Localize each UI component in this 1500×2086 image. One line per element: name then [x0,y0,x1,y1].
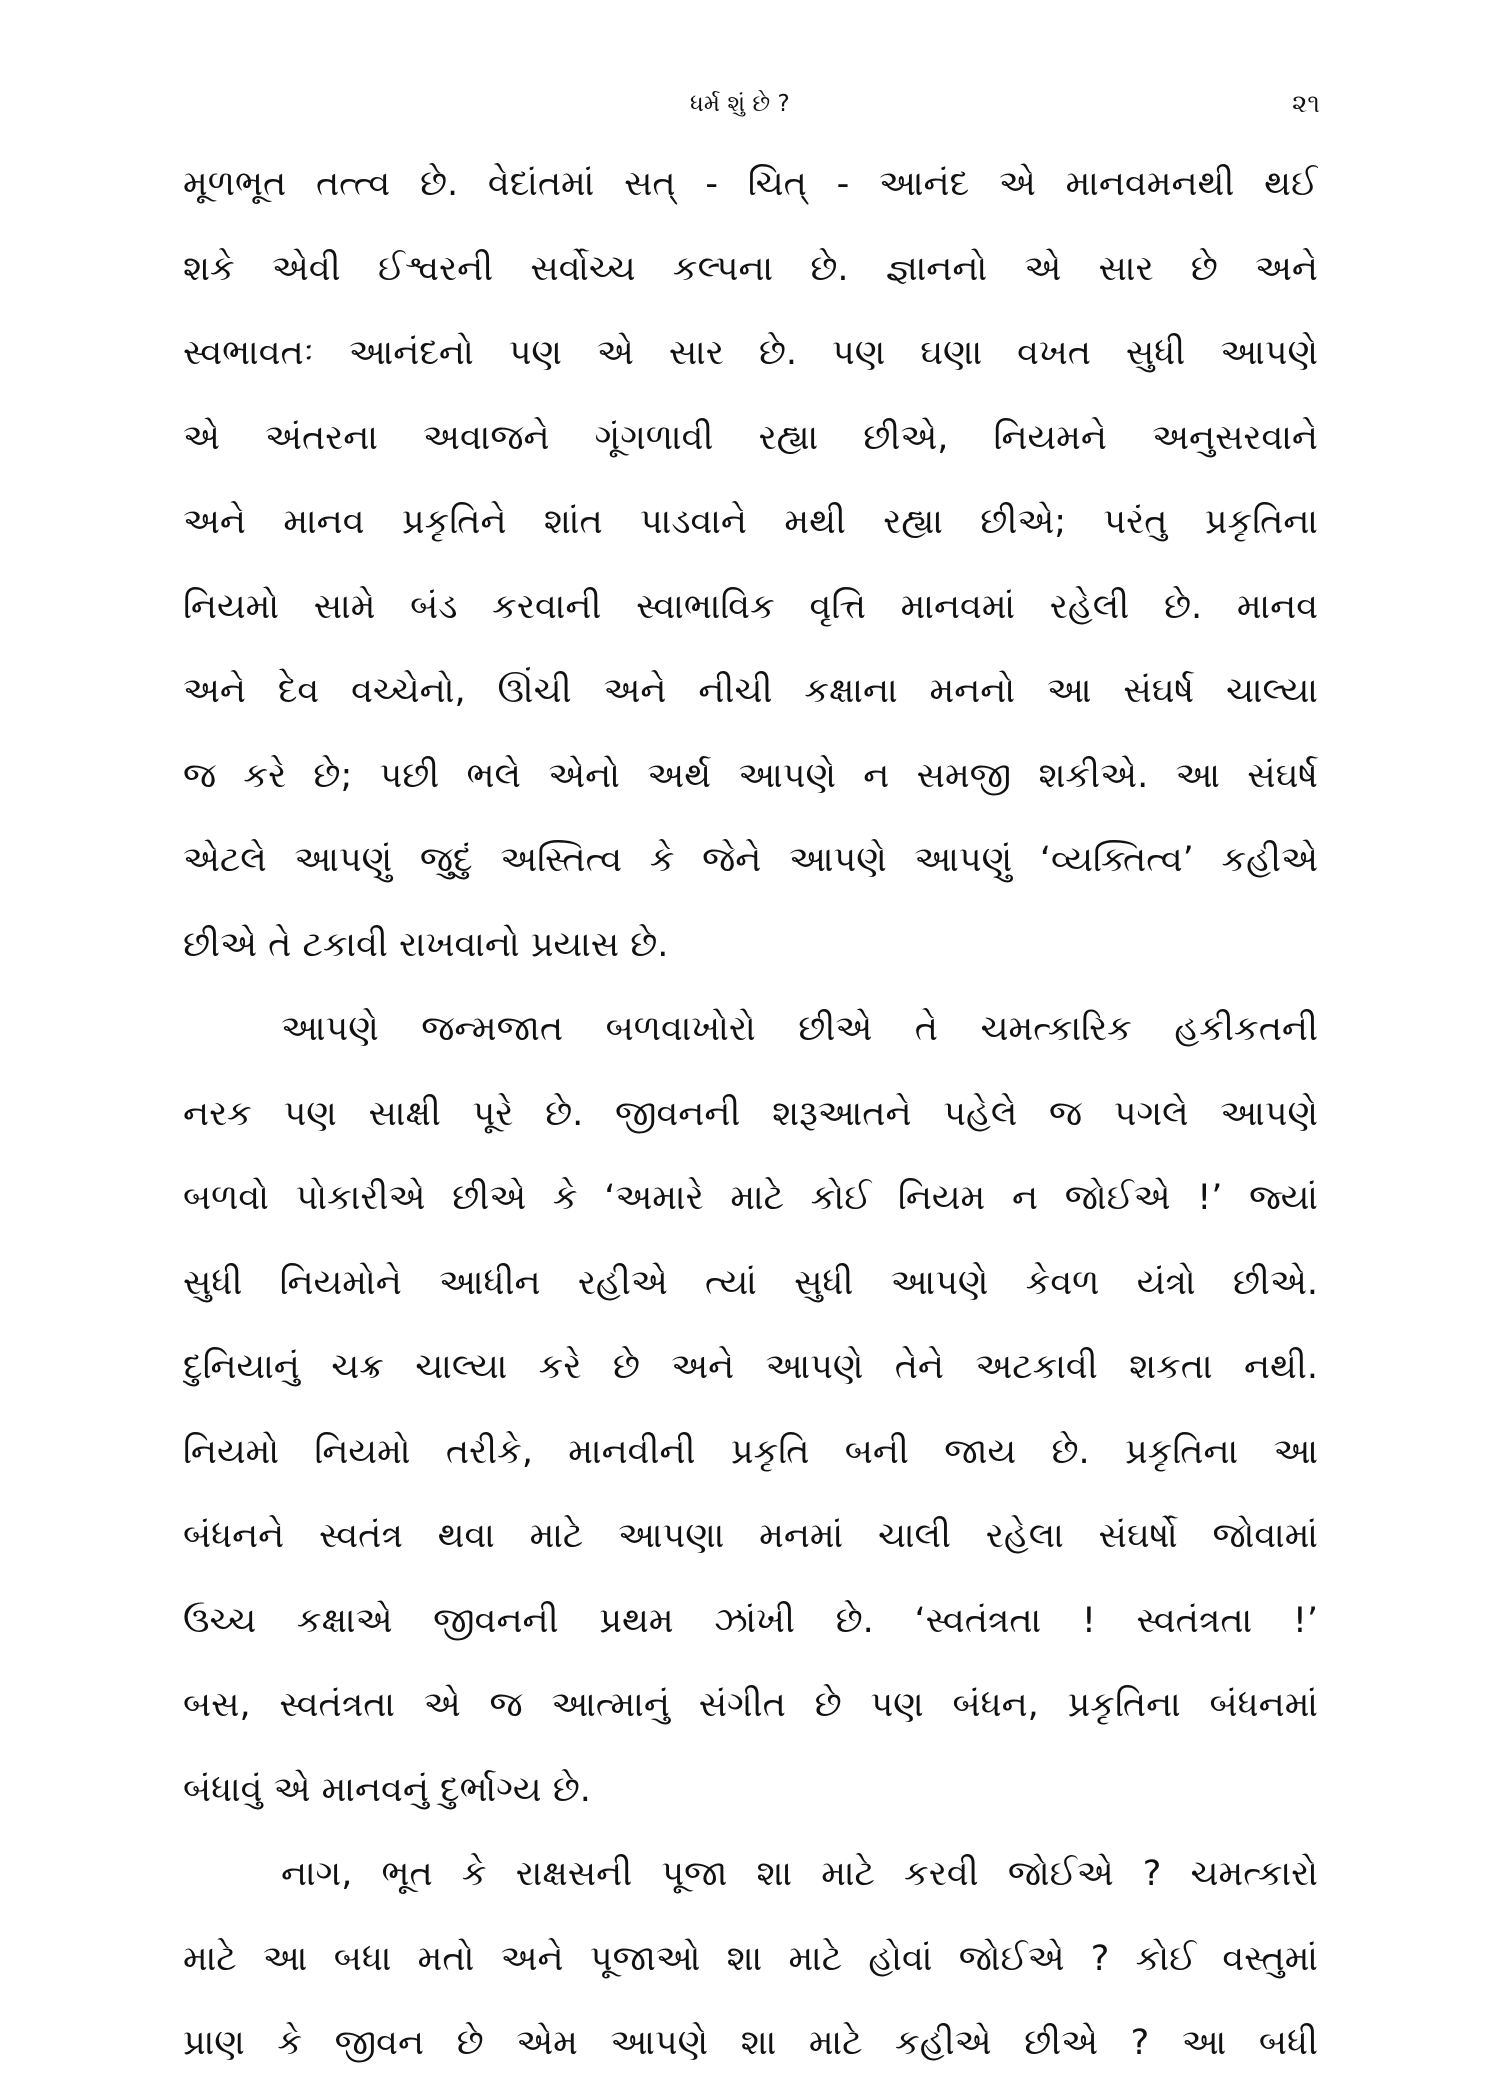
text-line: પ્રાણ કે જીવન છે એમ આપણે શા માટે કહીએ છીએ ? આ બધી [183,2023,1318,2063]
text-line: જ કરે છે; પછી ભલે એનો અર્થ આપણે ન સમજી શકીએ. આ સંઘર્ષ [183,755,1318,796]
text-line: માટે આ બધા મતો અને પૂજાઓ શા માટે હોવાં જોઈએ ? કોઈ વસ્તુમાં [183,1938,1318,1979]
running-header [0,86,1500,126]
text-line: દુનિયાનું ચક્ર ચાલ્યા કરે છે અને આપણે તેને અટકાવી શકતા નથી. [183,1347,1318,1387]
text-line: શકે એવી ઈશ્વરની સર્વોચ્ચ કલ્પના છે. જ્ઞાનનો એ સાર છે અને [183,248,1318,289]
text-line: બંધનને સ્વતંત્ર થવા માટે આપણા મનમાં ચાલી રહેલા સંઘર્ષો જોવામાં [183,1516,1318,1556]
text-line: બસ, સ્વતંત્રતા એ જ આત્માનું સંગીત છે પણ બંધન, પ્રકૃતિના બંધનમાં [183,1685,1318,1725]
text-line: એટલે આપણું જુદું અસ્તિત્વ કે જેને આપણે આપણું ‘વ્યક્તિત્વ’ કહીએ [183,840,1318,880]
text-line: ઉચ્ચ કક્ષાએ જીવનની પ્રથમ ઝાંખી છે. ‘સ્વતંત્રતા ! સ્વતંત્રતા !’ [183,1600,1318,1641]
text-line: સ્વભાવતઃ આનંદનો પણ એ સાર છે. પણ ઘણા વખત સુધી આપણે [183,333,1318,373]
paragraph-first-line: આપણે જન્મજાત બળવાખોરો છીએ તે ચમત્કારિક હકીકતની [281,1009,1318,1049]
text-line: એ અંતરના અવાજને ગૂંગળાવી રહ્યા છીએ, નિયમને અનુસરવાને [183,417,1318,458]
text-line: નરક પણ સાક્ષી પૂરે છે. જીવનની શરૂઆતને પહેલે જ પગલે આપણે [183,1093,1318,1134]
body-text [183,142,1318,2086]
paragraph-first-line: નાગ, ભૂત કે રાક્ષસની પૂજા શા માટે કરવી જોઈએ ? ચમત્કારો [281,1854,1318,1894]
text-line: નિયમો નિયમો તરીકે, માનવીની પ્રકૃતિ બની જાય છે. પ્રકૃતિના આ [183,1431,1318,1472]
text-line: નિયમો સામે બંડ કરવાની સ્વાભાવિક વૃત્તિ માનવમાં રહેલી છે. માનવ [183,586,1318,627]
text-line: છીએ તે ટકાવી રાખવાનો પ્રયાસ છે. [183,924,669,965]
running-title: ધર્મ શું છે ? [690,91,790,117]
text-line: બંધાવું એ માનવનું દુર્ભાગ્ય છે. [183,1769,591,1810]
text-line: મૂળભૂત તત્ત્વ છે. વેદાંતમાં સત્ - ચિત્ - આનંદ એ માનવમનથી થઈ [183,164,1318,204]
text-line: અને દેવ વચ્ચેનો, ઊંચી અને નીચી કક્ષાના મનનો આ સંઘર્ષ ચાલ્યા [183,671,1318,711]
text-line: સુધી નિયમોને આધીન રહીએ ત્યાં સુધી આપણે કેવળ યંત્રો છીએ. [183,1262,1318,1303]
page-number: ૨૧ [1291,89,1320,119]
text-line: બળવો પોકારીએ છીએ કે ‘અમારે માટે કોઈ નિયમ ન જોઈએ !’ જ્યાં [183,1178,1318,1218]
text-line: અને માનવ પ્રકૃતિને શાંત પાડવાને મથી રહ્યા છીએ; પરંતુ પ્રકૃતિના [183,502,1318,542]
